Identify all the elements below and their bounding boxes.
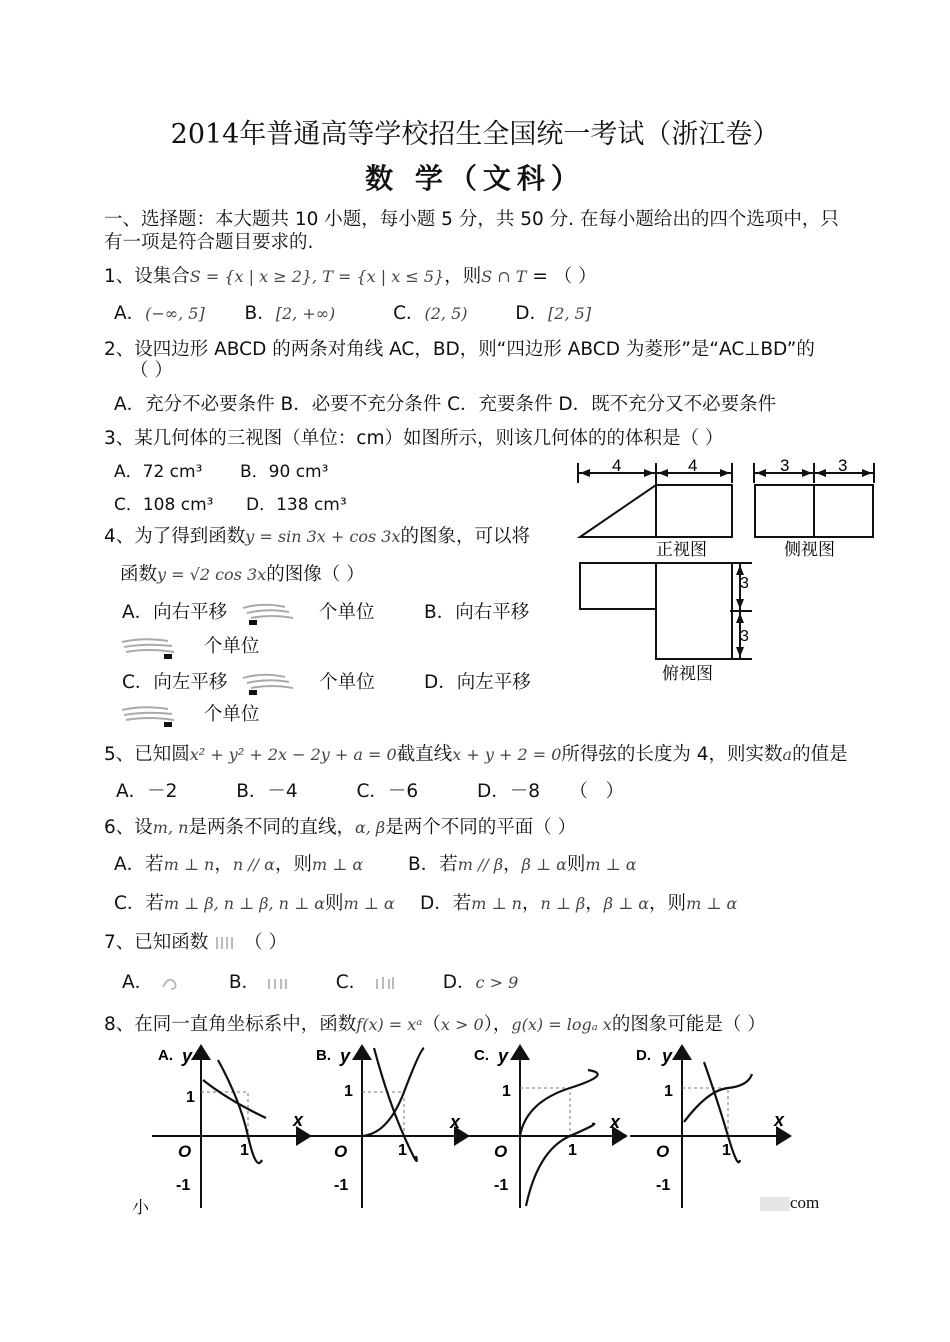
q4-option-c-unit: 个单位 <box>319 672 375 693</box>
graph-d-one-y: 1 <box>664 1083 673 1100</box>
q6-a-math3: m ⊥ α <box>311 855 364 874</box>
q1-math-intersection: S ∩ T <box>481 267 527 286</box>
q6-a-sep: ， <box>214 854 233 875</box>
q3-option-c: C．108 cm³ <box>114 495 214 515</box>
top-left-rect <box>580 563 656 609</box>
q1-prefix: 1、设集合 <box>104 266 190 287</box>
section-instructions-line2: 有一项是符合题目要求的. <box>104 232 314 253</box>
front-triangle <box>580 485 656 537</box>
q6-math-lines: m, n <box>152 818 189 837</box>
q6-b-math3: m ⊥ α <box>585 855 637 874</box>
footer-left-fragment: 小 <box>132 1198 149 1218</box>
side-top-left-dim: 3 <box>780 456 790 475</box>
graph-b-one-y: 1 <box>344 1083 353 1100</box>
blurred-fraction-image <box>233 600 313 626</box>
q4-option-a-unit: 个单位 <box>318 602 375 623</box>
graph-c-one-y: 1 <box>502 1083 511 1100</box>
blurred-formula-image <box>266 973 290 993</box>
q6-c-math2: m ⊥ α <box>343 894 395 913</box>
front-view-label: 正视图 <box>656 540 707 559</box>
blurred-formula-image <box>159 973 183 993</box>
q1-option-b-label: B． <box>244 303 276 324</box>
q6-prefix: 6、设 <box>104 817 153 838</box>
q6-d-math4: m ⊥ α <box>686 894 738 913</box>
q6-a-math2: n // α <box>232 855 275 874</box>
q6-d-sep: ， <box>521 893 541 914</box>
top-dim-2: 3 <box>740 628 749 645</box>
top-dim-1: 3 <box>740 575 749 592</box>
graph-a-one-y: 1 <box>186 1089 195 1106</box>
q6-option-b <box>408 850 637 876</box>
q6-c-then: 则 <box>325 893 344 914</box>
q5-prefix: 5、已知圆 <box>104 744 190 765</box>
graph-d <box>630 1046 788 1208</box>
graph-a-x: x <box>293 1110 304 1130</box>
q8-math-f: f(x) = xᵃ <box>356 1015 423 1034</box>
graph-c-x: x <box>610 1112 621 1132</box>
graph-a-origin: O <box>178 1142 192 1161</box>
q7-option-d-math: c > 9 <box>475 973 519 992</box>
q1-option-c: (2, 5) <box>424 304 468 323</box>
graph-a-neg: -1 <box>176 1177 191 1194</box>
q8-mid: （ <box>422 1014 441 1035</box>
graph-a-label: A. <box>158 1047 173 1064</box>
graph-a-y: y <box>182 1046 193 1066</box>
graph-d-y: y <box>662 1046 673 1066</box>
arrow <box>658 469 668 477</box>
q3-option-b: B．90 cm³ <box>240 462 329 482</box>
front-top-left-dim: 4 <box>612 456 622 475</box>
q6-c-prefix: C．若 <box>114 893 164 914</box>
question-8 <box>104 1010 766 1036</box>
graph-b-origin: O <box>334 1142 348 1161</box>
q5-post2: 的值是 <box>792 744 848 765</box>
question-2-line1: 2、设四边形 ABCD 的两条对角线 AC，BD，则“四边形 ABCD 为菱形”是“AC⊥BD”的 <box>104 339 815 360</box>
graph-b-label: B. <box>316 1047 331 1064</box>
q6-b-then: 则 <box>566 854 586 875</box>
q4-line2-prefix: 函数 <box>120 564 158 585</box>
q4-option-d-cont <box>118 700 259 728</box>
exam-subtitle: 数 学（文科） <box>365 162 585 195</box>
q1-mid: ，则 <box>444 266 482 287</box>
q6-b-math1: m // β <box>457 855 504 874</box>
q8-prefix: 8、在同一直角坐标系中，函数 <box>104 1014 357 1035</box>
q4-math-target: y = sin 3x + cos 3x <box>245 527 401 546</box>
q7-option-a: A． <box>122 972 154 993</box>
q6-a-math1: m ⊥ n <box>163 855 215 874</box>
graph-a-one-x: 1 <box>240 1142 249 1159</box>
side-top-right-dim: 3 <box>838 456 848 475</box>
q8-graphs <box>148 1040 798 1210</box>
graph-c-origin: O <box>494 1142 508 1161</box>
graph-a <box>152 1046 308 1208</box>
q1-option-d: [2, 5] <box>548 304 592 323</box>
q7-options <box>122 968 518 994</box>
front-rect <box>656 485 732 537</box>
q1-post: = （ ） <box>526 266 597 287</box>
q4-option-a <box>122 598 374 626</box>
q1-math-sets: S = {x | x ≥ 2}, T = {x | x ≤ 5} <box>189 267 445 286</box>
three-view-diagram <box>570 455 890 695</box>
q6-a-then: ，则 <box>274 854 312 875</box>
arrow <box>580 469 590 477</box>
q7-option-d: D． <box>442 972 476 993</box>
q3-option-a: A．72 cm³ <box>114 462 203 482</box>
graph-c-one-x: 1 <box>568 1142 577 1159</box>
q4-line2-post: 的图像（ ） <box>266 564 365 585</box>
top-view-label: 俯视图 <box>662 664 713 683</box>
q6-d-sep2: ， <box>585 893 604 914</box>
arrow <box>736 647 744 657</box>
q8-post: 的图象可能是（ ） <box>611 1014 766 1035</box>
arrow <box>756 469 766 477</box>
q5-math-circle: x² + y² + 2x − 2y + a = 0 <box>189 745 397 764</box>
arrow <box>816 469 826 477</box>
q6-option-d <box>420 889 737 915</box>
q7-post: （ ） <box>244 932 287 953</box>
graph-d-x: x <box>774 1110 785 1130</box>
q4-option-b-unit: 个单位 <box>203 636 260 657</box>
q1-option-b: [2, +∞) <box>275 304 336 323</box>
blurred-fraction-image <box>118 702 198 728</box>
graph-c-y: y <box>498 1046 509 1066</box>
q4-option-c-text: C．向左平移 <box>122 672 228 693</box>
q6-d-prefix: D．若 <box>420 893 472 914</box>
q4-math-source: y = √2 cos 3x <box>157 565 267 584</box>
q7-option-b: B． <box>228 972 261 993</box>
graph-b-one-x: 1 <box>398 1142 407 1159</box>
arrow <box>644 469 654 477</box>
question-4-line2 <box>120 560 365 586</box>
arrow <box>736 613 744 623</box>
graph-c-label: C. <box>474 1047 489 1064</box>
q5-math-line: x + y + 2 = 0 <box>452 745 562 764</box>
q4-option-d: D．向左平移 <box>424 672 531 693</box>
q5-mid: 截直线 <box>396 744 453 765</box>
q6-b-sep: ， <box>503 854 522 875</box>
footer-right-fragment: com <box>790 1193 820 1212</box>
graph-c-neg: -1 <box>494 1177 509 1194</box>
blurred-fraction-image <box>233 670 313 696</box>
front-top-right-dim: 4 <box>688 456 698 475</box>
q6-math-planes: α, β <box>354 818 386 837</box>
graph-b-neg: -1 <box>334 1177 349 1194</box>
q6-option-a <box>114 850 363 876</box>
q6-d-math1: m ⊥ n <box>471 894 522 913</box>
graph-b-x: x <box>450 1112 461 1132</box>
arrow <box>720 469 730 477</box>
q6-option-c <box>114 889 395 915</box>
q5-post: 所得弦的长度为 4，则实数 <box>561 744 783 765</box>
arrow <box>802 469 812 477</box>
arrow <box>862 469 872 477</box>
blurred-formula-image <box>373 973 397 993</box>
q6-d-math2: n ⊥ β <box>540 894 586 913</box>
q3-option-d: D．138 cm³ <box>246 495 347 515</box>
q4-option-b: B．向右平移 <box>424 602 530 623</box>
q5-options: A．－2 B．－4 C．－6 D．－8 （ ） <box>116 781 625 802</box>
q6-post: 是两个不同的平面（ ） <box>385 817 577 838</box>
q6-mid: 是两条不同的直线， <box>188 817 355 838</box>
blurred-fraction-image <box>118 634 198 660</box>
question-2-line2: （ ） <box>130 360 173 381</box>
q6-c-math1: m ⊥ β, n ⊥ β, n ⊥ α <box>163 894 326 913</box>
q6-b-prefix: B．若 <box>408 854 458 875</box>
question-6 <box>104 813 576 839</box>
q2-options: A．充分不必要条件 B．必要不充分条件 C．充要条件 D．既不充分又不必要条件 <box>114 394 777 415</box>
graph-c <box>468 1046 624 1208</box>
graph-b-y: y <box>340 1046 351 1066</box>
graph-d-label: D. <box>636 1047 651 1064</box>
graph-d-origin: O <box>656 1142 670 1161</box>
graph-b <box>310 1046 466 1208</box>
arrow <box>736 599 744 609</box>
q1-option-a: (−∞, 5] <box>145 304 205 323</box>
graph-d-one-x: 1 <box>722 1142 731 1159</box>
question-4-line1 <box>104 522 530 548</box>
top-right-rect <box>656 563 732 659</box>
q4-option-d-unit: 个单位 <box>203 704 260 725</box>
q8-mid2: ）， <box>483 1014 512 1035</box>
q4-option-a-text: A．向右平移 <box>122 602 228 623</box>
exam-title: 2014年普通高等学校招生全国统一考试（浙江卷） <box>170 119 780 150</box>
arrow <box>736 565 744 575</box>
footer-smudge <box>760 1197 790 1211</box>
q4-post: 的图象，可以将 <box>400 526 531 547</box>
graph-d-neg: -1 <box>656 1177 671 1194</box>
blurred-formula-image <box>214 933 238 953</box>
q7-option-c: C． <box>335 972 368 993</box>
q6-a-prefix: A．若 <box>114 854 164 875</box>
q1-option-c-label: C． <box>393 303 425 324</box>
q4-option-c <box>122 668 375 696</box>
q8-math-domain: x > 0 <box>440 1015 484 1034</box>
q8-math-g: g(x) = logₐ x <box>511 1015 612 1034</box>
q5-math-a: a <box>782 745 793 764</box>
section-instructions-line1: 一、选择题：本大题共 10 小题，每小题 5 分，共 50 分. 在每小题给出的四个选项中，只 <box>104 209 839 230</box>
q6-b-math2: β ⊥ α <box>521 855 567 874</box>
question-7 <box>104 928 287 954</box>
side-view-label: 侧视图 <box>784 540 835 559</box>
question-1 <box>104 262 597 288</box>
q4-option-b-cont <box>118 632 259 660</box>
q7-prefix: 7、已知函数 <box>104 932 209 953</box>
q1-option-d-label: D． <box>515 303 549 324</box>
q4-prefix: 4、为了得到函数 <box>104 526 246 547</box>
question-5 <box>104 740 848 766</box>
q6-d-then: ，则 <box>649 893 687 914</box>
question-3: 3、某几何体的三视图（单位：cm）如图所示，则该几何体的的体积是（ ） <box>104 428 724 449</box>
q1-option-a-label: A． <box>114 303 146 324</box>
q6-d-math3: β ⊥ α <box>603 894 650 913</box>
q1-options <box>114 299 591 325</box>
